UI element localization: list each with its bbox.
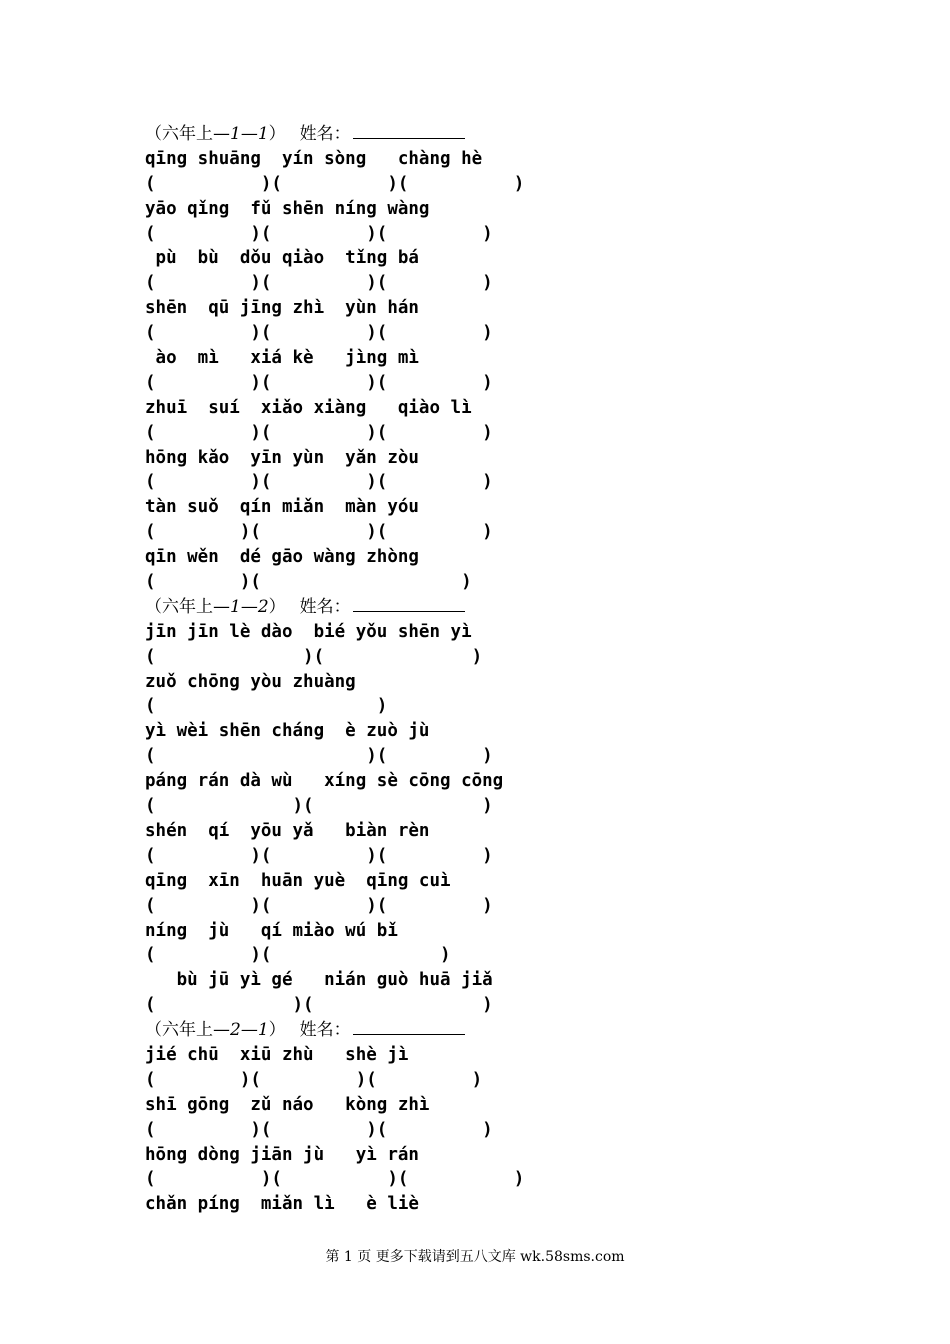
answer-blank-row[interactable]: ( )( ) <box>145 995 493 1016</box>
header-open-paren: （ <box>145 1020 162 1041</box>
header-close-paren: ） <box>268 1020 286 1041</box>
header-lesson-code: 1—1 <box>230 124 269 144</box>
pinyin-row: bù jū yì gé nián guò huā jiǎ <box>145 970 493 991</box>
name-label: 姓名： <box>299 1020 351 1041</box>
name-blank-field[interactable] <box>353 124 465 139</box>
name-label: 姓名： <box>299 124 351 144</box>
answer-blank-row[interactable]: ( )( )( ) <box>145 522 493 543</box>
pinyin-row: jié chū xiū zhù shè jì <box>145 1044 409 1065</box>
answer-blank-row[interactable]: ( )( )( ) <box>145 845 493 866</box>
pinyin-row: yāo qǐng fǔ shēn níng wàng <box>145 198 430 219</box>
pinyin-row: yì wèi shēn cháng è zuò jù <box>145 721 430 742</box>
answer-blank-row[interactable]: ( )( ) <box>145 746 493 767</box>
section-header <box>145 595 524 620</box>
pinyin-row: qīng xīn huān yuè qīng cuì <box>145 870 451 891</box>
answer-blank-row[interactable]: ( )( )( ) <box>145 223 493 244</box>
answer-blank-row[interactable]: ( ) <box>145 696 388 717</box>
answer-blank-row[interactable]: ( )( ) <box>145 572 472 593</box>
answer-blank-row[interactable]: ( )( )( ) <box>145 273 493 294</box>
pinyin-row: tàn suǒ qín miǎn màn yóu <box>145 497 419 518</box>
header-close-paren: ） <box>268 596 286 617</box>
header-grade: 六年上— <box>162 124 230 144</box>
pinyin-row: chǎn píng miǎn lì è liè <box>145 1194 419 1215</box>
header-close-paren: ） <box>268 124 286 144</box>
pinyin-row: jīn jīn lè dào bié yǒu shēn yì <box>145 621 472 642</box>
section-header <box>145 122 524 147</box>
section-header <box>145 1018 524 1043</box>
answer-blank-row[interactable]: ( )( )( ) <box>145 372 493 393</box>
pinyin-row: qīn wěn dé gāo wàng zhòng <box>145 547 419 568</box>
name-blank-field[interactable] <box>353 597 465 612</box>
answer-blank-row[interactable]: ( )( )( ) <box>145 1069 483 1090</box>
pinyin-row: shén qí yōu yǎ biàn rèn <box>145 820 430 841</box>
pinyin-row: pù bù dǒu qiào tǐng bá <box>145 248 419 269</box>
header-lesson-code: 2—1 <box>230 1020 269 1041</box>
pinyin-row: hōng kǎo yīn yùn yǎn zòu <box>145 447 419 468</box>
pinyin-row: zhuī suí xiǎo xiàng qiào lì <box>145 397 472 418</box>
answer-blank-row[interactable]: ( )( ) <box>145 945 451 966</box>
answer-blank-row[interactable]: ( )( ) <box>145 646 483 667</box>
answer-blank-row[interactable]: ( )( )( ) <box>145 472 493 493</box>
pinyin-row: páng rán dà wù xíng sè cōng cōng <box>145 771 504 792</box>
name-label: 姓名： <box>299 596 351 617</box>
pinyin-row: hōng dòng jiān jù yì rán <box>145 1144 419 1165</box>
worksheet-content <box>145 122 524 1217</box>
answer-blank-row[interactable]: ( )( )( ) <box>145 173 525 194</box>
answer-blank-row[interactable]: ( )( )( ) <box>145 422 493 443</box>
pinyin-row: qīng shuāng yín sòng chàng hè <box>145 148 483 169</box>
answer-blank-row[interactable]: ( )( )( ) <box>145 1119 493 1140</box>
pinyin-row: zuǒ chōng yòu zhuàng <box>145 671 356 692</box>
answer-blank-row[interactable]: ( )( ) <box>145 796 493 817</box>
pinyin-row: ào mì xiá kè jìng mì <box>145 348 419 369</box>
header-lesson-code: 1—2 <box>230 596 269 617</box>
answer-blank-row[interactable]: ( )( )( ) <box>145 323 493 344</box>
header-open-paren: （ <box>145 596 162 617</box>
pinyin-row: níng jù qí miào wú bǐ <box>145 920 398 941</box>
pinyin-row: shēn qū jīng zhì yùn hán <box>145 298 419 319</box>
header-open-paren: （ <box>145 124 162 144</box>
pinyin-row: shī gōng zǔ náo kòng zhì <box>145 1094 430 1115</box>
name-blank-field[interactable] <box>353 1020 465 1035</box>
answer-blank-row[interactable]: ( )( )( ) <box>145 895 493 916</box>
answer-blank-row[interactable]: ( )( )( ) <box>145 1169 525 1190</box>
header-grade: 六年上— <box>162 596 230 617</box>
header-grade: 六年上— <box>162 1020 230 1041</box>
page-footer: 第 1 页 更多下载请到五八文库 wk.58sms.com <box>325 1249 625 1265</box>
